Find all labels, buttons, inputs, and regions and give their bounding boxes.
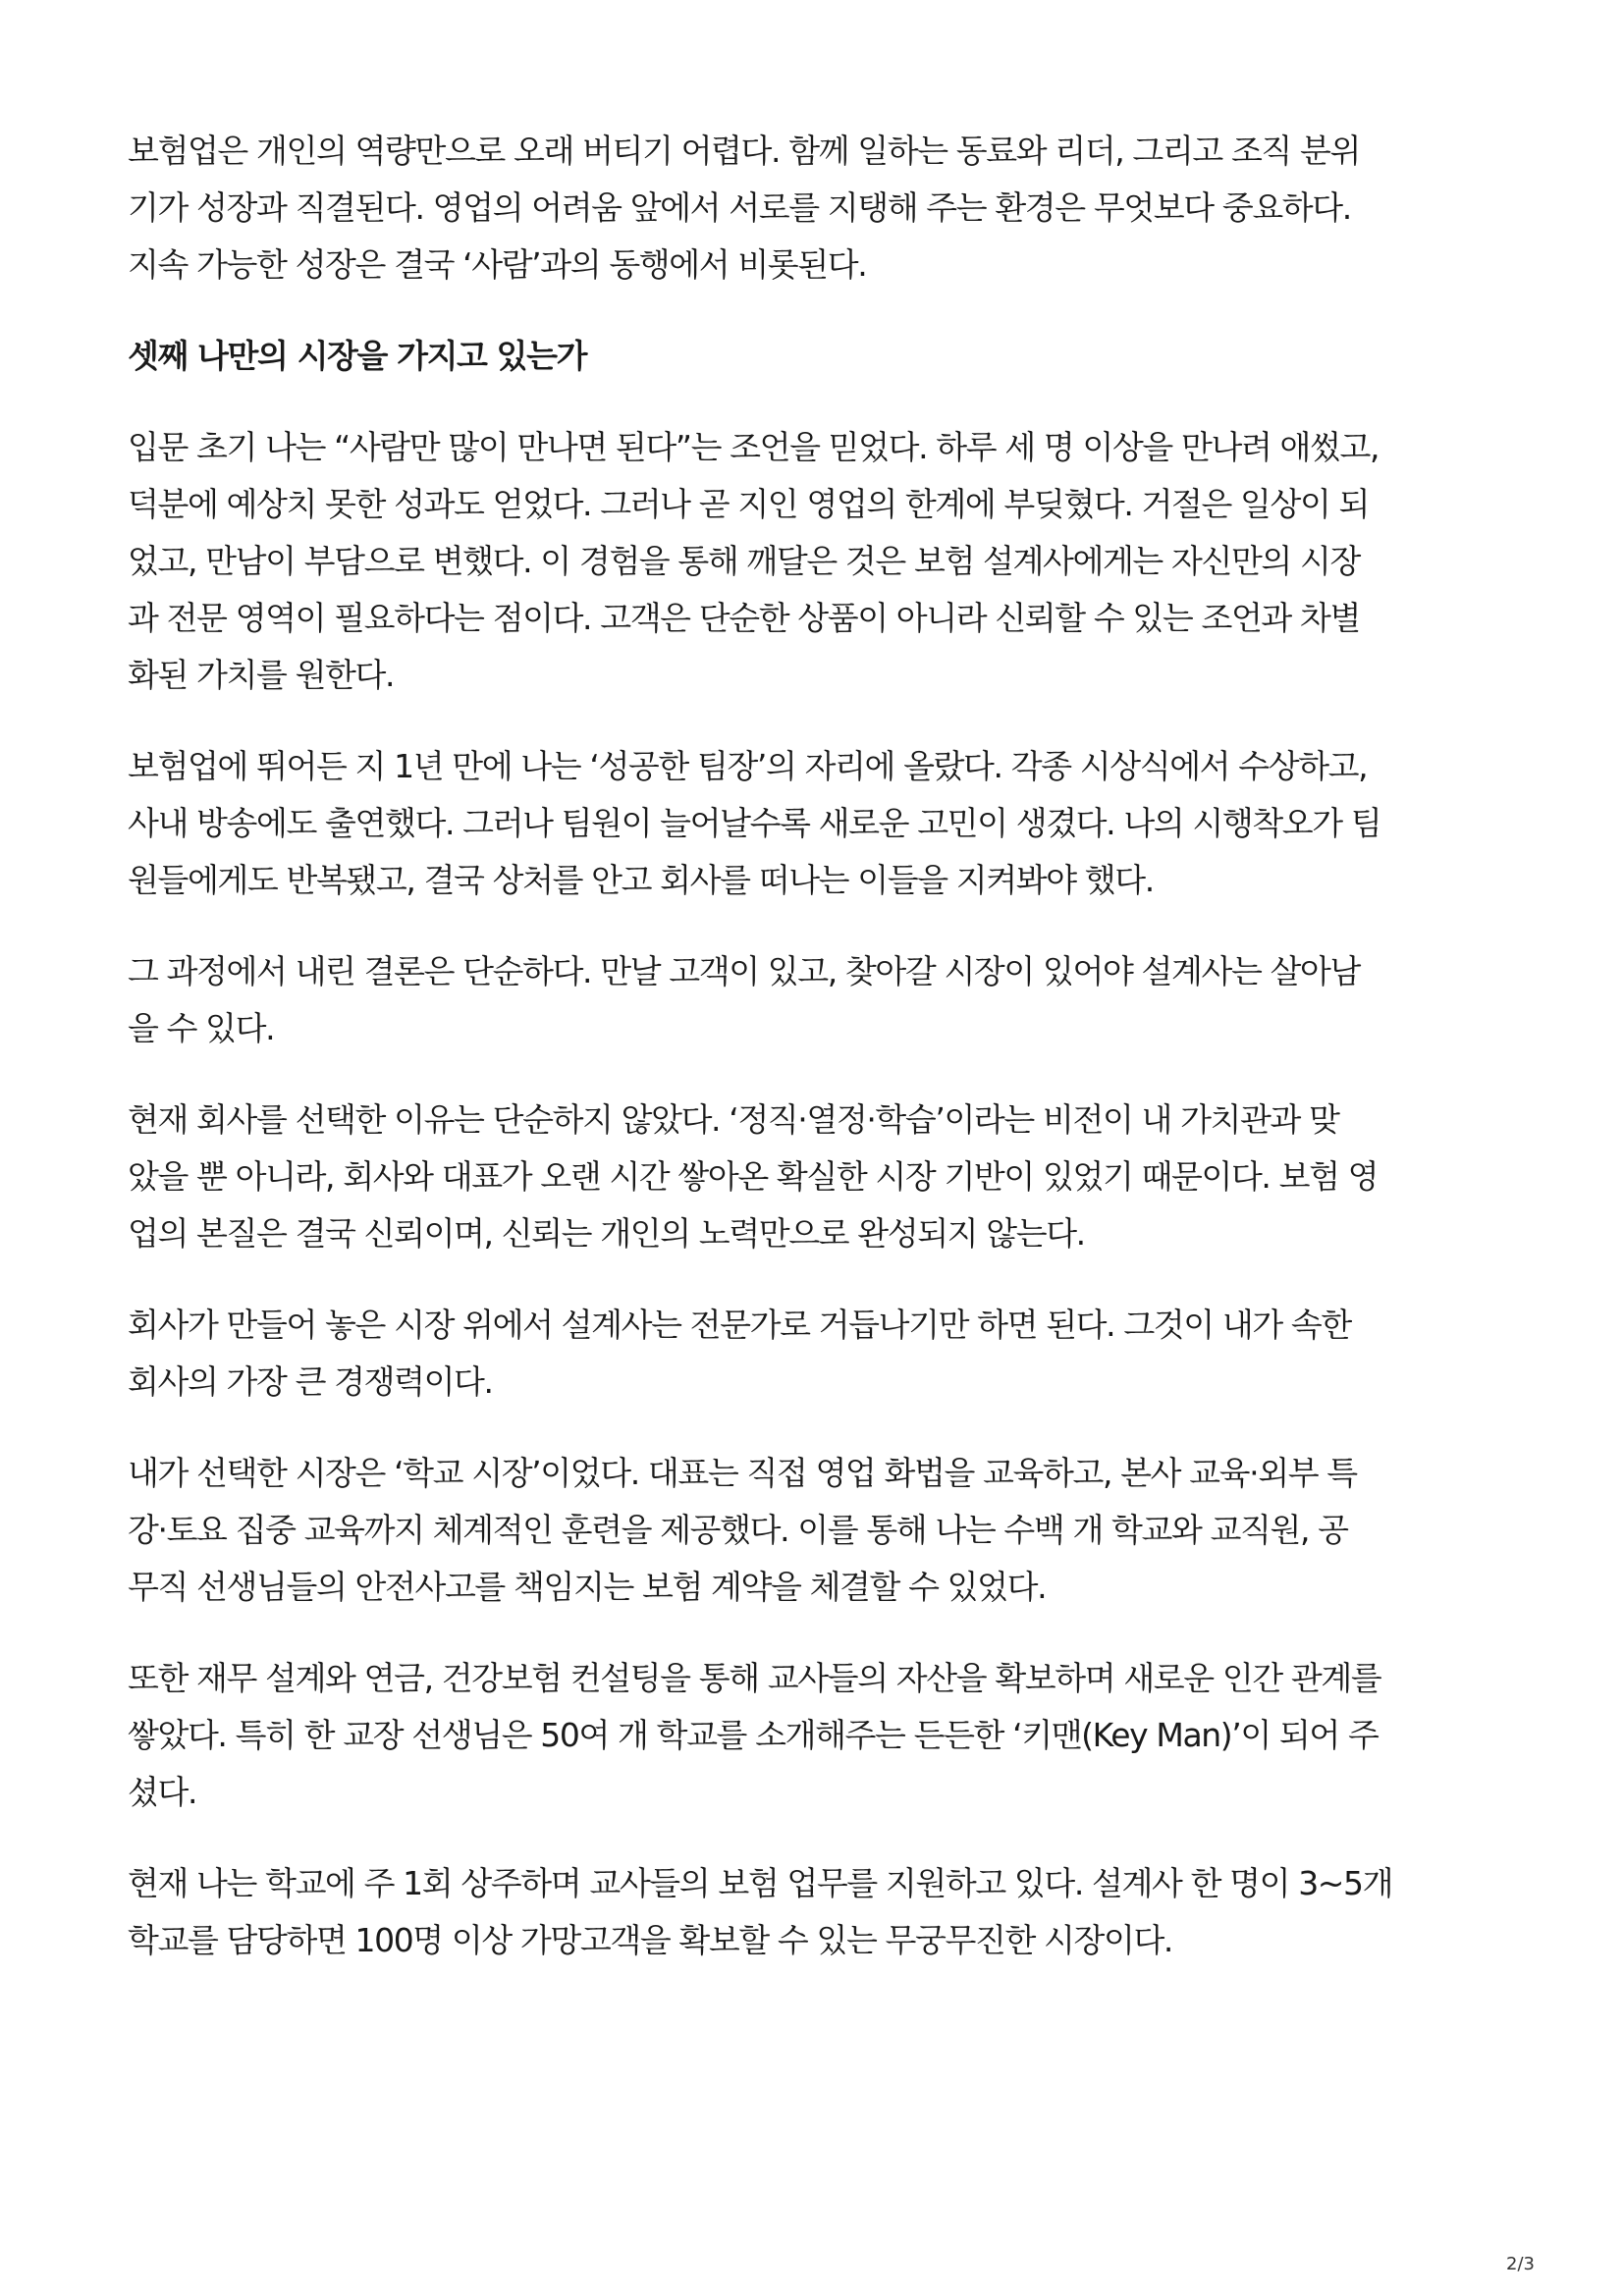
- text-line: 회사가 만들어 놓은 시장 위에서 설계사는 전문가로 거듭나기만 하면 된다. 그것이 내가 속한: [128, 1306, 1351, 1344]
- text-line: 그 과정에서 내린 결론은 단순하다. 만날 고객이 있고, 찾아갈 시장이 있어야 설계사는 살아남: [128, 952, 1360, 990]
- text-line: 화된 가치를 원한다.: [128, 656, 395, 694]
- text-line: 현재 회사를 선택한 이유는 단순하지 않았다. ‘정직·열정·학습’이라는 비전이 내 가치관과 맞: [128, 1100, 1339, 1139]
- text-line: 강·토요 집중 교육까지 체계적인 훈련을 제공했다. 이를 통해 나는 수백 개 학교와 교직원, 공: [128, 1511, 1348, 1549]
- text-line: 쌓았다. 특히 한 교장 선생님은 50여 개 학교를 소개해주는 든든한 ‘키맨(Key Man)’이 되어 주: [128, 1716, 1379, 1754]
- paragraph: [128, 1092, 1502, 1262]
- paragraph: [128, 943, 1502, 1057]
- text-line: 셨다.: [128, 1773, 197, 1811]
- text-line: 현재 나는 학교에 주 1회 상주하며 교사들의 보험 업무를 지원하고 있다. 설계사 한 명이 3~5개: [128, 1864, 1393, 1902]
- paragraph: [128, 1855, 1502, 1969]
- text-line: 과 전문 영역이 필요하다는 점이다. 고객은 단순한 상품이 아니라 신뢰할 수 있는 조언과 차별: [128, 599, 1360, 637]
- section-heading: 셋째 나만의 시장을 가지고 있는가: [128, 337, 587, 375]
- text-line: 을 수 있다.: [128, 1009, 275, 1047]
- text-line: 무직 선생님들의 안전사고를 책임지는 보험 계약을 체결할 수 있었다.: [128, 1568, 1047, 1606]
- text-line: 지속 가능한 성장은 결국 ‘사람’과의 동행에서 비롯된다.: [128, 245, 867, 284]
- paragraph: [128, 1297, 1502, 1411]
- page-number: 2/3: [1506, 2254, 1535, 2274]
- paragraph: [128, 738, 1502, 909]
- document-body: [128, 123, 1502, 2003]
- paragraph: [128, 419, 1502, 704]
- text-line: 기가 성장과 직결된다. 영업의 어려움 앞에서 서로를 지탱해 주는 환경은 무엇보다 중요하다.: [128, 188, 1351, 227]
- text-line: 내가 선택한 시장은 ‘학교 시장’이었다. 대표는 직접 영업 화법을 교육하고, 본사 교육·외부 특: [128, 1454, 1357, 1492]
- text-line: 업의 본질은 결국 신뢰이며, 신뢰는 개인의 노력만으로 완성되지 않는다.: [128, 1214, 1085, 1253]
- text-line: 았을 뿐 아니라, 회사와 대표가 오랜 시간 쌓아온 확실한 시장 기반이 있었기 때문이다. 보험 영: [128, 1157, 1379, 1196]
- text-line: 원들에게도 반복됐고, 결국 상처를 안고 회사를 떠나는 이들을 지켜봐야 했다.: [128, 861, 1154, 899]
- text-line: 었고, 만남이 부담으로 변했다. 이 경험을 통해 깨달은 것은 보험 설계사에게는 자신만의 시장: [128, 542, 1360, 580]
- text-line: 보험업은 개인의 역량만으로 오래 버티기 어렵다. 함께 일하는 동료와 리더, 그리고 조직 분위: [128, 132, 1360, 170]
- paragraph: [128, 1650, 1502, 1821]
- text-line: 덕분에 예상치 못한 성과도 얻었다. 그러나 곧 지인 영업의 한계에 부딪혔다. 거절은 일상이 되: [128, 485, 1370, 523]
- intro-paragraph: [128, 123, 1502, 294]
- text-line: 회사의 가장 큰 경쟁력이다.: [128, 1362, 493, 1401]
- paragraph: [128, 1445, 1502, 1616]
- text-line: 또한 재무 설계와 연금, 건강보험 컨설팅을 통해 교사들의 자산을 확보하며 새로운 인간 관계를: [128, 1659, 1381, 1697]
- text-line: 입문 초기 나는 “사람만 많이 만나면 된다”는 조언을 믿었다. 하루 세 명 이상을 만나려 애썼고,: [128, 428, 1380, 466]
- text-line: 사내 방송에도 출연했다. 그러나 팀원이 늘어날수록 새로운 고민이 생겼다. 나의 시행착오가 팀: [128, 804, 1381, 842]
- text-line: 학교를 담당하면 100명 이상 가망고객을 확보할 수 있는 무궁무진한 시장이다.: [128, 1921, 1173, 1959]
- text-line: 보험업에 뛰어든 지 1년 만에 나는 ‘성공한 팀장’의 자리에 올랐다. 각종 시상식에서 수상하고,: [128, 747, 1368, 785]
